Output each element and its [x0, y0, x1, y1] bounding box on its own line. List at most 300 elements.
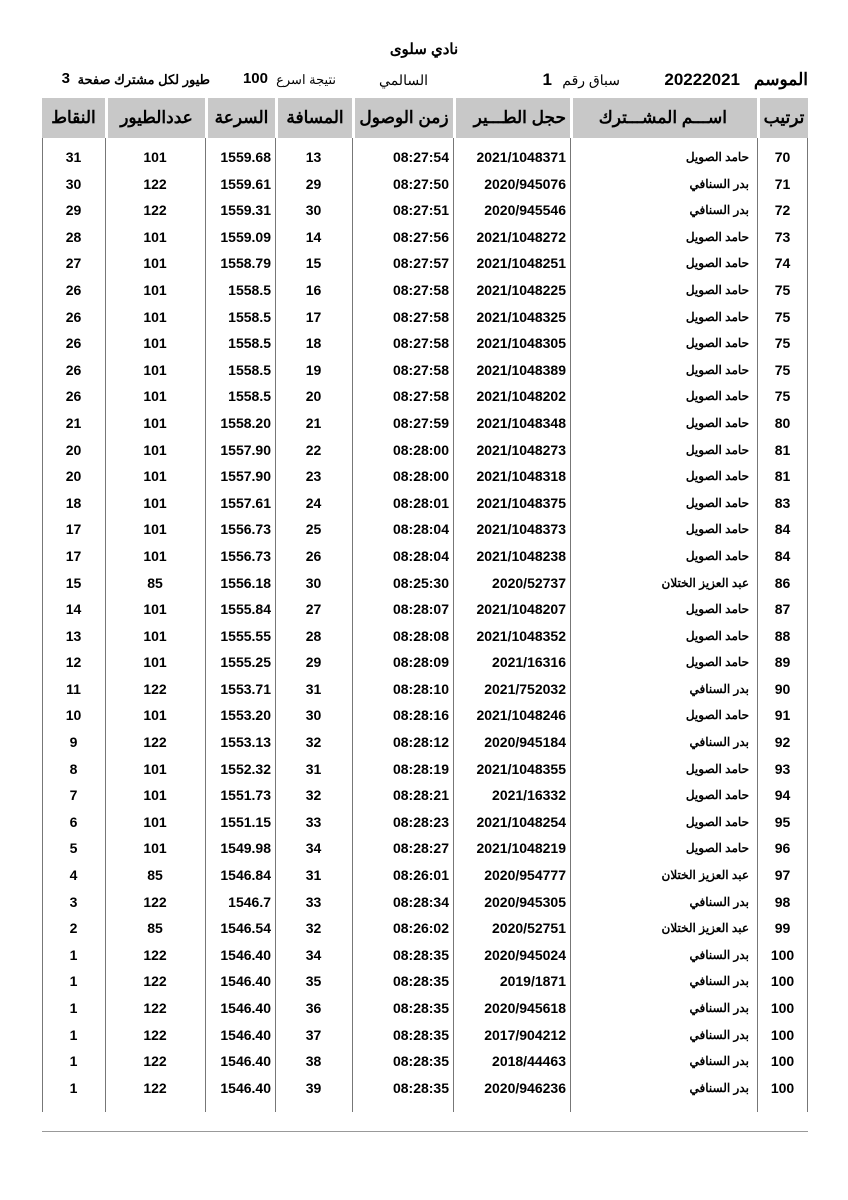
cell-arrival-time: 08:28:07 [392, 601, 449, 618]
cell-points: 27 [65, 255, 82, 272]
cell-distance: 32 [305, 920, 322, 937]
cell-member-name: عبد العزيز الختلان [661, 868, 749, 883]
cell-ring-number: 2021/752032 [484, 680, 566, 697]
cell-bird-count: 122 [143, 1079, 167, 1096]
table-row [42, 357, 808, 384]
cell-member-name: بدر السنافي [689, 974, 749, 989]
cell-arrival-time: 08:28:16 [392, 707, 449, 724]
cell-rank: 87 [774, 601, 791, 618]
cell-arrival-time: 08:28:04 [392, 547, 449, 564]
cell-distance: 25 [305, 521, 322, 538]
cell-ring-number: 2020/945305 [484, 893, 566, 910]
cell-member-name: حامد الصويل [685, 362, 749, 377]
cell-bird-count: 122 [143, 734, 167, 751]
col-speed: السرعة [205, 98, 275, 138]
cell-points: 8 [69, 760, 78, 777]
cell-bird-count: 101 [143, 149, 167, 165]
cell-rank: 72 [774, 202, 791, 219]
cell-bird-count: 101 [143, 228, 167, 245]
cell-speed: 1559.68 [220, 149, 271, 165]
location: السالمي [379, 72, 428, 88]
cell-distance: 13 [305, 149, 322, 165]
cell-rank: 100 [770, 1026, 795, 1043]
cell-ring-number: 2020/945024 [484, 946, 566, 963]
cell-ring-number: 2021/1048318 [476, 468, 566, 485]
cell-points: 26 [65, 281, 82, 298]
cell-rank: 95 [774, 813, 791, 830]
cell-member-name: بدر السنافي [689, 947, 749, 962]
table-row [42, 782, 808, 809]
cell-distance: 39 [305, 1079, 322, 1096]
col-ring: حجل الطـــير [453, 98, 570, 138]
cell-bird-count: 122 [143, 1026, 167, 1043]
cell-bird-count: 101 [143, 547, 167, 564]
cell-rank: 88 [774, 627, 791, 644]
cell-member-name: بدر السنافي [689, 894, 749, 909]
cell-speed: 1555.25 [220, 654, 271, 671]
cell-rank: 73 [774, 228, 791, 245]
table-row [42, 437, 808, 464]
cell-arrival-time: 08:27:50 [392, 175, 449, 192]
cell-member-name: حامد الصويل [685, 522, 749, 537]
cell-member-name: حامد الصويل [685, 389, 749, 404]
cell-ring-number: 2017/904212 [484, 1026, 566, 1043]
cell-member-name: بدر السنافي [689, 735, 749, 750]
cell-distance: 15 [305, 255, 322, 272]
cell-arrival-time: 08:28:12 [392, 734, 449, 751]
cell-member-name: حامد الصويل [685, 442, 749, 457]
cell-speed: 1546.40 [220, 946, 271, 963]
cell-arrival-time: 08:27:58 [392, 335, 449, 352]
table-row [42, 516, 808, 543]
cell-ring-number: 2021/1048389 [476, 361, 566, 378]
table-row [42, 623, 808, 650]
cell-ring-number: 2018/44463 [492, 1053, 566, 1070]
cell-speed: 1546.40 [220, 1000, 271, 1016]
cell-rank: 100 [770, 1000, 795, 1016]
cell-arrival-time: 08:27:58 [392, 308, 449, 325]
cell-rank: 89 [774, 654, 791, 671]
cell-member-name: حامد الصويل [685, 415, 749, 430]
cell-points: 21 [65, 414, 82, 431]
cell-points: 1 [69, 1079, 78, 1096]
cell-rank: 80 [774, 414, 791, 431]
table-row [42, 304, 808, 331]
cell-bird-count: 122 [143, 1053, 167, 1070]
cell-member-name: حامد الصويل [685, 655, 749, 670]
cell-arrival-time: 08:28:21 [392, 787, 449, 804]
cell-bird-count: 101 [143, 760, 167, 777]
col-distance: المسافة [275, 98, 352, 138]
cell-speed: 1558.5 [228, 361, 271, 378]
cell-speed: 1555.55 [220, 627, 271, 644]
table-row [42, 756, 808, 783]
cell-bird-count: 101 [143, 627, 167, 644]
cell-distance: 14 [305, 228, 322, 245]
cell-speed: 1558.5 [228, 388, 271, 405]
cell-member-name: حامد الصويل [685, 336, 749, 351]
cell-points: 12 [65, 654, 82, 671]
cell-points: 30 [65, 175, 82, 192]
result-label: نتيجة اسرع [276, 72, 336, 87]
cell-rank: 93 [774, 760, 791, 777]
table-row [42, 676, 808, 703]
cell-speed: 1558.5 [228, 281, 271, 298]
cell-speed: 1546.40 [220, 973, 271, 990]
table-row [42, 410, 808, 437]
cell-distance: 20 [305, 388, 322, 405]
cell-distance: 31 [305, 760, 322, 777]
cell-rank: 100 [770, 946, 795, 963]
cell-speed: 1546.40 [220, 1079, 271, 1096]
cell-bird-count: 101 [143, 335, 167, 352]
cell-member-name: بدر السنافي [689, 1054, 749, 1069]
cell-points: 1 [69, 1053, 78, 1070]
cell-ring-number: 2021/1048355 [476, 760, 566, 777]
cell-bird-count: 122 [143, 973, 167, 990]
cell-distance: 32 [305, 787, 322, 804]
page-number: 3 [61, 70, 70, 87]
table-row [42, 490, 808, 517]
cell-arrival-time: 08:28:34 [392, 893, 449, 910]
cell-rank: 100 [770, 1079, 795, 1096]
cell-distance: 23 [305, 468, 322, 485]
cell-member-name: حامد الصويل [685, 495, 749, 510]
cell-speed: 1546.7 [228, 893, 271, 910]
cell-bird-count: 122 [143, 680, 167, 697]
cell-bird-count: 122 [143, 1000, 167, 1016]
cell-bird-count: 122 [143, 893, 167, 910]
table-row [42, 330, 808, 357]
cell-member-name: بدر السنافي [689, 1080, 749, 1095]
cell-ring-number: 2021/16332 [492, 787, 566, 804]
cell-distance: 30 [305, 202, 322, 219]
cell-ring-number: 2021/1048273 [476, 441, 566, 458]
cell-ring-number: 2020/52737 [492, 574, 566, 591]
cell-points: 15 [65, 574, 82, 591]
cell-points: 20 [65, 468, 82, 485]
cell-arrival-time: 08:28:35 [392, 1000, 449, 1016]
cell-ring-number: 2021/1048371 [476, 149, 566, 165]
table-row [42, 995, 808, 1022]
cell-arrival-time: 08:28:35 [392, 1026, 449, 1043]
cell-rank: 94 [774, 787, 791, 804]
table-row [42, 702, 808, 729]
cell-distance: 36 [305, 1000, 322, 1016]
cell-ring-number: 2020/945618 [484, 1000, 566, 1016]
results-table [42, 98, 808, 1112]
cell-bird-count: 101 [143, 601, 167, 618]
cell-arrival-time: 08:28:09 [392, 654, 449, 671]
col-rank: ترتيب [757, 98, 808, 138]
season-label: الموسم [753, 70, 808, 89]
cell-speed: 1549.98 [220, 840, 271, 857]
cell-points: 11 [66, 680, 81, 697]
cell-speed: 1556.18 [220, 574, 271, 591]
cell-ring-number: 2021/1048246 [476, 707, 566, 724]
cell-distance: 27 [305, 601, 322, 618]
cell-points: 6 [69, 813, 78, 830]
cell-speed: 1556.73 [220, 521, 271, 538]
cell-bird-count: 101 [143, 308, 167, 325]
cell-member-name: بدر السنافي [689, 1027, 749, 1042]
cell-speed: 1557.61 [220, 494, 271, 511]
cell-points: 29 [65, 202, 82, 219]
cell-rank: 92 [774, 734, 791, 751]
cell-arrival-time: 08:28:35 [392, 1053, 449, 1070]
cell-bird-count: 101 [143, 255, 167, 272]
cell-distance: 37 [305, 1026, 322, 1043]
cell-arrival-time: 08:28:08 [392, 627, 449, 644]
cell-speed: 1551.73 [220, 787, 271, 804]
table-row [42, 729, 808, 756]
cell-ring-number: 2020/945076 [484, 175, 566, 192]
cell-points: 3 [69, 893, 78, 910]
cell-speed: 1559.09 [220, 228, 271, 245]
cell-arrival-time: 08:28:01 [392, 494, 449, 511]
cell-member-name: حامد الصويل [685, 469, 749, 484]
cell-ring-number: 2021/1048251 [476, 255, 566, 272]
cell-rank: 75 [774, 308, 791, 325]
cell-bird-count: 85 [147, 574, 163, 591]
cell-arrival-time: 08:28:35 [392, 1079, 449, 1096]
cell-arrival-time: 08:26:01 [392, 867, 449, 884]
cell-arrival-time: 08:28:35 [392, 973, 449, 990]
cell-speed: 1546.40 [220, 1053, 271, 1070]
race-number: 1 [542, 70, 552, 89]
cell-points: 17 [65, 547, 82, 564]
table-row [42, 968, 808, 995]
cell-member-name: حامد الصويل [685, 708, 749, 723]
table-header [42, 98, 808, 138]
cell-arrival-time: 08:27:58 [392, 388, 449, 405]
cell-ring-number: 2020/52751 [492, 920, 566, 937]
cell-bird-count: 101 [143, 441, 167, 458]
cell-ring-number: 2021/1048325 [476, 308, 566, 325]
cell-points: 14 [65, 601, 82, 618]
cell-ring-number: 2020/946236 [484, 1079, 566, 1096]
table-row [42, 277, 808, 304]
table-row [42, 862, 808, 889]
cell-arrival-time: 08:27:57 [392, 255, 449, 272]
cell-ring-number: 2021/1048238 [476, 547, 566, 564]
cell-speed: 1557.90 [220, 468, 271, 485]
cell-member-name: حامد الصويل [685, 628, 749, 643]
cell-ring-number: 2021/1048202 [476, 388, 566, 405]
cell-bird-count: 122 [143, 946, 167, 963]
cell-points: 20 [65, 441, 82, 458]
cell-distance: 34 [305, 840, 322, 857]
cell-speed: 1556.73 [220, 547, 271, 564]
cell-distance: 33 [305, 893, 322, 910]
cell-rank: 98 [774, 893, 791, 910]
cell-rank: 70 [774, 149, 791, 165]
cell-rank: 84 [774, 547, 791, 564]
cell-member-name: حامد الصويل [685, 761, 749, 776]
race-label: سباق رقم [562, 72, 620, 88]
cell-member-name: عبد العزيز الختلان [661, 921, 749, 936]
cell-arrival-time: 08:28:19 [392, 760, 449, 777]
cell-rank: 99 [774, 920, 791, 937]
table-row [42, 463, 808, 490]
cell-points: 7 [69, 787, 78, 804]
cell-arrival-time: 08:28:23 [392, 813, 449, 830]
birds-per-member-label: طيور لكل مشترك صفحة [77, 72, 210, 87]
cell-rank: 84 [774, 521, 791, 538]
cell-member-name: حامد الصويل [685, 788, 749, 803]
table-row [42, 889, 808, 916]
cell-speed: 1553.71 [220, 680, 271, 697]
cell-ring-number: 2021/1048352 [476, 627, 566, 644]
cell-rank: 75 [774, 335, 791, 352]
cell-distance: 22 [305, 441, 322, 458]
cell-distance: 29 [305, 175, 322, 192]
cell-speed: 1555.84 [220, 601, 271, 618]
cell-ring-number: 2021/1048373 [476, 521, 566, 538]
cell-distance: 31 [305, 680, 322, 697]
cell-distance: 38 [305, 1053, 322, 1070]
cell-rank: 83 [774, 494, 791, 511]
cell-points: 26 [65, 388, 82, 405]
cell-distance: 31 [305, 867, 322, 884]
table-row [42, 1048, 808, 1075]
cell-rank: 81 [774, 468, 791, 485]
col-arrival: زمن الوصول [352, 98, 453, 138]
cell-member-name: حامد الصويل [685, 150, 749, 164]
cell-ring-number: 2021/1048272 [476, 228, 566, 245]
fastest-count: 100 [242, 70, 268, 87]
cell-ring-number: 2021/1048219 [476, 840, 566, 857]
cell-speed: 1558.20 [220, 414, 271, 431]
table-row [42, 543, 808, 570]
cell-bird-count: 85 [147, 920, 163, 937]
cell-member-name: حامد الصويل [685, 309, 749, 324]
cell-points: 13 [65, 627, 82, 644]
cell-member-name: حامد الصويل [685, 282, 749, 297]
cell-distance: 29 [305, 654, 322, 671]
cell-speed: 1553.20 [220, 707, 271, 724]
cell-member-name: بدر السنافي [689, 203, 749, 218]
table-row [42, 596, 808, 623]
cell-rank: 71 [774, 175, 791, 192]
cell-distance: 33 [305, 813, 322, 830]
table-row [42, 1022, 808, 1049]
cell-points: 28 [65, 228, 82, 245]
cell-arrival-time: 08:25:30 [392, 574, 449, 591]
cell-ring-number: 2021/1048375 [476, 494, 566, 511]
cell-ring-number: 2020/945184 [484, 734, 566, 751]
table-row [42, 1075, 808, 1102]
table-row [42, 197, 808, 224]
cell-points: 26 [65, 361, 82, 378]
cell-points: 1 [69, 1000, 78, 1016]
cell-rank: 81 [774, 441, 791, 458]
cell-speed: 1558.5 [228, 335, 271, 352]
cell-speed: 1559.31 [220, 202, 271, 219]
cell-points: 1 [69, 946, 78, 963]
cell-speed: 1551.15 [220, 813, 271, 830]
cell-ring-number: 2020/954777 [484, 867, 566, 884]
cell-rank: 75 [774, 388, 791, 405]
cell-ring-number: 2021/1048254 [476, 813, 566, 830]
cell-points: 31 [65, 149, 82, 165]
cell-distance: 26 [305, 547, 322, 564]
cell-distance: 30 [305, 707, 322, 724]
table-row [42, 383, 808, 410]
cell-member-name: حامد الصويل [685, 602, 749, 617]
cell-member-name: عبد العزيز الختلان [661, 575, 749, 590]
cell-points: 2 [69, 920, 78, 937]
cell-ring-number: 2019/1871 [499, 973, 566, 990]
cell-rank: 100 [770, 973, 795, 990]
cell-arrival-time: 08:27:54 [392, 149, 449, 165]
cell-speed: 1557.90 [220, 441, 271, 458]
cell-bird-count: 101 [143, 787, 167, 804]
table-row [42, 915, 808, 942]
cell-member-name: بدر السنافي [689, 681, 749, 696]
cell-distance: 21 [305, 414, 322, 431]
cell-points: 10 [65, 707, 82, 724]
cell-points: 26 [65, 335, 82, 352]
cell-arrival-time: 08:27:56 [392, 228, 449, 245]
cell-ring-number: 2021/16316 [492, 654, 566, 671]
cell-distance: 24 [305, 494, 322, 511]
cell-rank: 91 [774, 707, 791, 724]
cell-member-name: بدر السنافي [689, 176, 749, 191]
cell-speed: 1559.61 [220, 175, 271, 192]
table-row [42, 224, 808, 251]
cell-speed: 1552.32 [220, 760, 271, 777]
season-value: 20222021 [664, 70, 740, 89]
col-birds: عددالطيور [105, 98, 205, 138]
cell-rank: 96 [774, 840, 791, 857]
cell-bird-count: 101 [143, 414, 167, 431]
cell-bird-count: 101 [143, 388, 167, 405]
cell-points: 1 [69, 1026, 78, 1043]
table-row [42, 144, 808, 171]
cell-ring-number: 2021/1048305 [476, 335, 566, 352]
cell-speed: 1558.79 [220, 255, 271, 272]
cell-ring-number: 2021/1048225 [476, 281, 566, 298]
cell-rank: 74 [774, 255, 791, 272]
cell-rank: 100 [770, 1053, 795, 1070]
table-row [42, 835, 808, 862]
cell-arrival-time: 08:26:02 [392, 920, 449, 937]
cell-points: 17 [65, 521, 82, 538]
cell-points: 1 [69, 973, 78, 990]
club-title: نادي سلوى [389, 41, 459, 58]
cell-speed: 1546.40 [220, 1026, 271, 1043]
cell-arrival-time: 08:28:04 [392, 521, 449, 538]
cell-ring-number: 2021/1048207 [476, 601, 566, 618]
cell-arrival-time: 08:28:10 [392, 680, 449, 697]
cell-bird-count: 122 [143, 175, 167, 192]
table-row [42, 570, 808, 597]
cell-member-name: حامد الصويل [685, 256, 749, 271]
cell-speed: 1546.84 [220, 867, 271, 884]
cell-distance: 34 [305, 946, 322, 963]
cell-rank: 86 [774, 574, 791, 591]
cell-member-name: حامد الصويل [685, 229, 749, 244]
cell-member-name: حامد الصويل [685, 841, 749, 856]
cell-member-name: حامد الصويل [685, 548, 749, 563]
cell-arrival-time: 08:27:58 [392, 281, 449, 298]
table-row [42, 649, 808, 676]
cell-arrival-time: 08:28:35 [392, 946, 449, 963]
cell-arrival-time: 08:28:00 [392, 468, 449, 485]
cell-rank: 97 [774, 867, 791, 884]
cell-distance: 18 [305, 335, 322, 352]
